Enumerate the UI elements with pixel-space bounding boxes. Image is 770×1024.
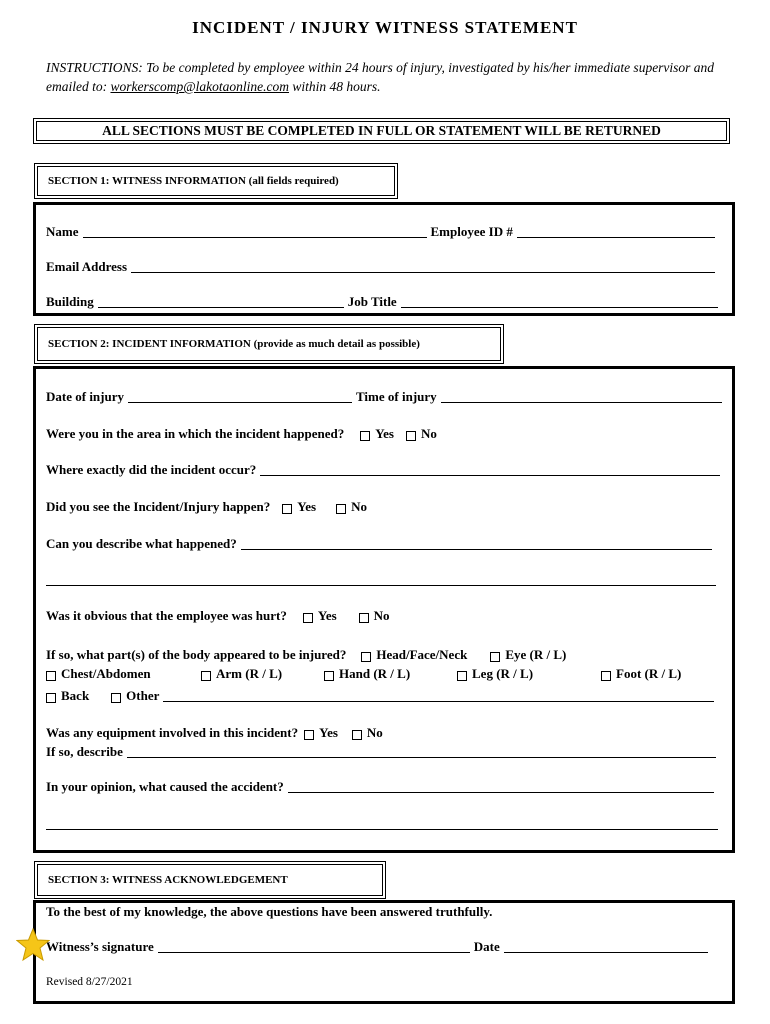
area-yes-label: Yes: [375, 426, 394, 441]
other-checkbox[interactable]: [111, 693, 121, 703]
see-yes-checkbox[interactable]: [282, 504, 292, 514]
area-row: [46, 426, 437, 442]
date-field[interactable]: [128, 390, 352, 403]
building-field[interactable]: [98, 295, 344, 308]
instructions-text-end: within 48 hours.: [289, 79, 381, 94]
head-label: Head/Face/Neck: [376, 647, 468, 662]
equipment-yes-checkbox[interactable]: [304, 730, 314, 740]
instructions: [46, 58, 736, 96]
cause-field[interactable]: [288, 780, 714, 793]
foot-checkbox[interactable]: [601, 671, 611, 681]
where-field[interactable]: [260, 463, 720, 476]
obvious-no-label: No: [373, 608, 390, 623]
acknowledgement-statement: To the best of my knowledge, the above questions have been answered truthfully.: [46, 904, 493, 919]
signature-row: [46, 939, 712, 955]
other-label: Other: [126, 688, 160, 703]
see-no-label: No: [351, 499, 367, 514]
name-field[interactable]: [83, 225, 427, 238]
form-title: INCIDENT / INJURY WITNESS STATEMENT: [192, 18, 578, 37]
signature-date-label: Date: [473, 939, 500, 954]
name-label: Name: [46, 224, 79, 239]
see-row: [46, 499, 367, 515]
describe-field[interactable]: [241, 537, 712, 550]
eye-checkbox[interactable]: [490, 652, 500, 662]
leg-label: Leg (R / L): [472, 666, 534, 681]
where-row: [46, 462, 724, 478]
area-no-label: No: [420, 426, 437, 441]
equipment-no-label: No: [366, 725, 383, 740]
head-checkbox[interactable]: [361, 652, 371, 662]
obvious-yes-label: Yes: [317, 608, 337, 623]
equipment-row: [46, 725, 383, 741]
see-question: Did you see the Incident/Injury happen?: [46, 499, 271, 514]
date-time-row: [46, 389, 726, 405]
signature-field[interactable]: [158, 940, 470, 953]
cause-question: In your opinion, what caused the accident?: [46, 779, 284, 794]
email-row: [46, 259, 719, 275]
back-other-row: [46, 688, 718, 704]
chest-label: Chest/Abdomen: [61, 666, 151, 681]
arm-label: Arm (R / L): [216, 666, 283, 681]
back-checkbox[interactable]: [46, 693, 56, 703]
time-label: Time of injury: [356, 389, 437, 404]
area-question: Were you in the area in which the incident happened?: [46, 426, 345, 441]
cause-field-line2[interactable]: [46, 829, 718, 830]
building-row: [46, 294, 722, 310]
where-question: Where exactly did the incident occur?: [46, 462, 257, 477]
completion-banner: ALL SECTIONS MUST BE COMPLETED IN FULL OR STATEMENT WILL BE RETURNED: [33, 118, 730, 144]
email-field[interactable]: [131, 260, 715, 273]
signature-label: Witness’s signature: [46, 939, 154, 954]
see-no-checkbox[interactable]: [336, 504, 346, 514]
body-parts-row: [46, 667, 726, 682]
back-label: Back: [61, 688, 90, 703]
area-no-checkbox[interactable]: [406, 431, 416, 441]
see-yes-label: Yes: [297, 499, 317, 514]
email-label: Email Address: [46, 259, 128, 274]
signature-date-field[interactable]: [504, 940, 708, 953]
equipment-yes-label: Yes: [319, 725, 338, 740]
job-title-field[interactable]: [401, 295, 718, 308]
body-question: If so, what part(s) of the body appeared to be injured?: [46, 647, 347, 662]
time-field[interactable]: [441, 390, 722, 403]
chest-checkbox[interactable]: [46, 671, 56, 681]
cause-row: [46, 779, 718, 795]
equipment-describe-field[interactable]: [127, 745, 716, 758]
email-link[interactable]: workerscomp@lakotaonline.com: [110, 79, 289, 94]
job-title-label: Job Title: [347, 294, 397, 309]
name-row: [46, 224, 719, 240]
equipment-describe-row: [46, 744, 720, 760]
obvious-no-checkbox[interactable]: [359, 613, 369, 623]
employee-id-label: Employee ID #: [430, 224, 513, 239]
obvious-yes-checkbox[interactable]: [303, 613, 313, 623]
foot-label: Foot (R / L): [616, 666, 682, 681]
leg-checkbox[interactable]: [457, 671, 467, 681]
date-label: Date of injury: [46, 389, 124, 404]
arm-checkbox[interactable]: [201, 671, 211, 681]
hand-label: Hand (R / L): [339, 666, 411, 681]
section2-header: SECTION 2: INCIDENT INFORMATION (provide as much detail as possible): [34, 324, 504, 364]
revision-date: Revised 8/27/2021: [46, 976, 133, 988]
describe-row: [46, 536, 716, 552]
equipment-describe-label: If so, describe: [46, 744, 123, 759]
star-shape: [17, 929, 49, 960]
describe-question: Can you describe what happened?: [46, 536, 237, 551]
section3-header: SECTION 3: WITNESS ACKNOWLEDGEMENT: [34, 861, 386, 899]
eye-label: Eye (R / L): [505, 647, 567, 662]
area-yes-checkbox[interactable]: [360, 431, 370, 441]
building-label: Building: [46, 294, 94, 309]
body-question-row: [46, 647, 726, 663]
equipment-no-checkbox[interactable]: [352, 730, 362, 740]
instructions-text: INSTRUCTIONS: To be completed by employee within 24 hours of injury, investigated by his/her immediate supervisor and emailed to:: [46, 60, 715, 94]
employee-id-field[interactable]: [517, 225, 715, 238]
star-icon: [16, 928, 50, 962]
section1-header: SECTION 1: WITNESS INFORMATION (all fields required): [34, 163, 398, 199]
describe-field-line2[interactable]: [46, 585, 716, 586]
other-field[interactable]: [163, 689, 714, 702]
obvious-question: Was it obvious that the employee was hurt?: [46, 608, 287, 623]
hand-checkbox[interactable]: [324, 671, 334, 681]
obvious-row: [46, 608, 390, 624]
equipment-question: Was any equipment involved in this incident?: [46, 725, 299, 740]
